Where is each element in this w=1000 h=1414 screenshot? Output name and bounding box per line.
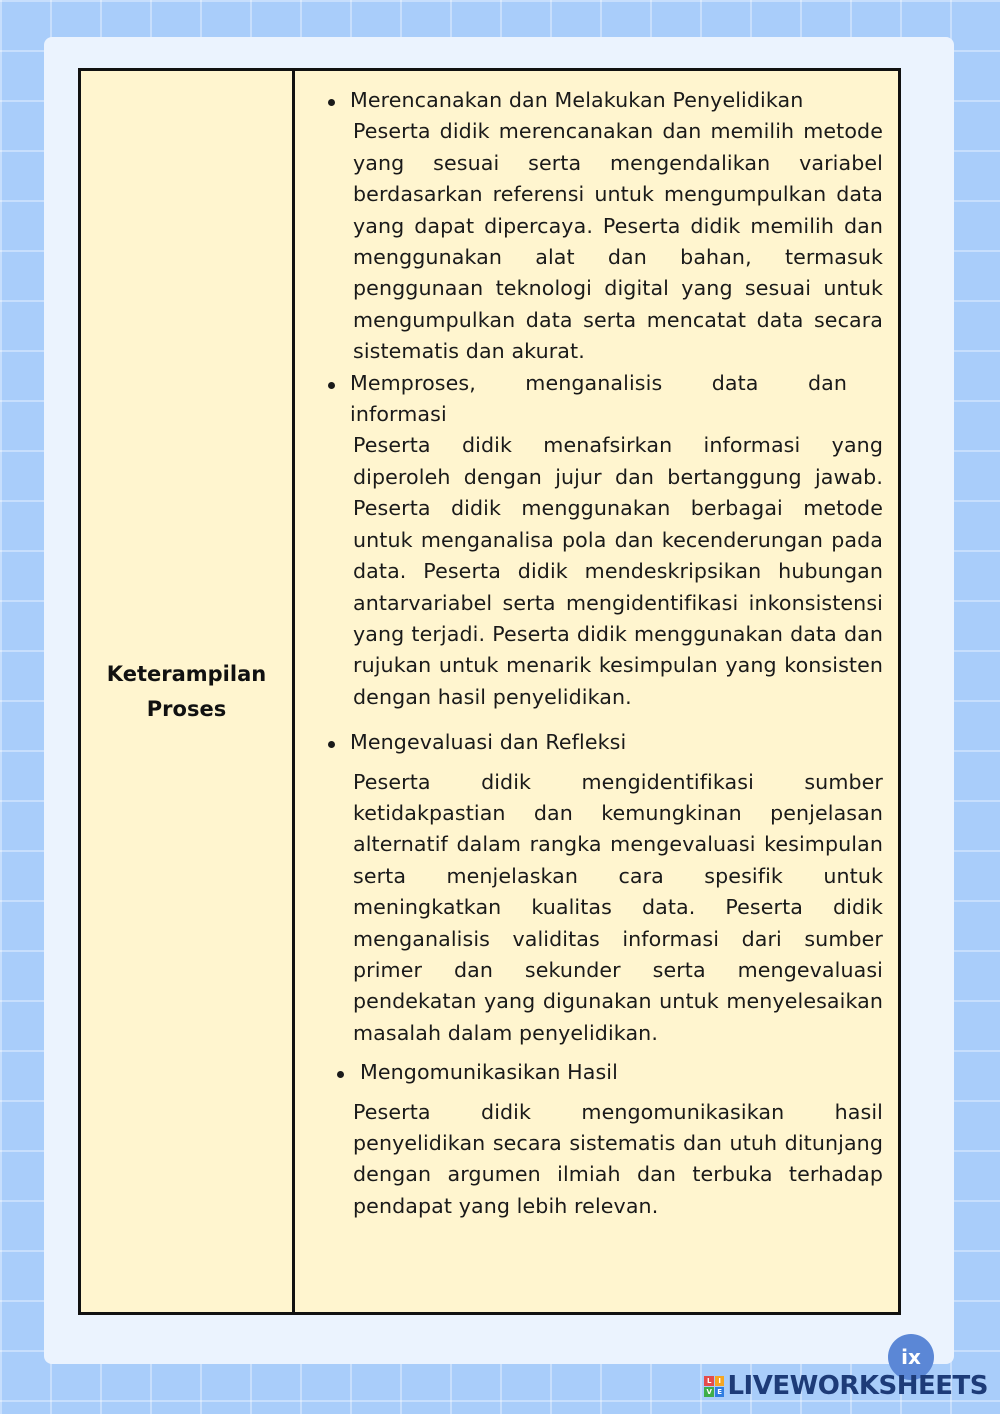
bullet-item — [295, 85, 883, 116]
bullet-icon — [337, 1071, 344, 1078]
description-cell — [295, 71, 898, 1312]
bullet-icon — [328, 382, 335, 389]
category-title — [87, 657, 287, 727]
category-title-line-2: Proses — [146, 696, 227, 721]
bullet-item — [295, 368, 883, 431]
section-heading: Mengevaluasi dan Refleksi — [350, 730, 627, 755]
section-communication — [295, 1057, 883, 1222]
section-body: Peserta didik mengomunikasikan hasil penyelidikan secara sistematis dan utuh ditunjang dengan argumen ilmiah dan terbuka terhadap pendapat yang lebih relevan. — [353, 1099, 883, 1218]
content-table — [78, 68, 901, 1315]
logo-mark-letter: E — [715, 1387, 725, 1397]
liveworksheets-logo[interactable] — [704, 1366, 988, 1406]
section-heading: Merencanakan dan Melakukan Penyelidikan — [350, 88, 804, 112]
bullet-icon — [328, 99, 335, 106]
section-body: Peserta didik merencanakan dan memilih metode yang sesuai serta mengendalikan variabel berdasarkan referensi untuk mengumpulkan data yang dapat dipercaya. Peserta didik memilih dan menggunakan alat dan bahan, termasuk penggunaan teknologi digital yang sesuai untuk mengumpulkan data serta mencatat data secara sistematis dan akurat. — [353, 119, 883, 364]
logo-mark-letter: I — [715, 1376, 725, 1386]
ix-badge-icon: ix — [888, 1334, 934, 1380]
logo-mark-icon — [704, 1376, 724, 1396]
section-evaluation — [295, 727, 883, 1049]
logo-text: LIVEWORKSHEETS — [727, 1371, 988, 1401]
logo-mark-letter: V — [704, 1387, 714, 1397]
logo-mark-letter: L — [704, 1376, 714, 1386]
bullet-icon — [328, 741, 335, 748]
bullet-item — [295, 1057, 883, 1088]
bullet-item — [295, 727, 883, 758]
section-processing — [295, 368, 883, 713]
section-planning — [295, 85, 883, 368]
category-cell — [81, 71, 295, 1312]
section-heading: Mengomunikasikan Hasil — [360, 1060, 618, 1085]
category-title-line-1: Keterampilan — [106, 661, 267, 686]
section-body: Peserta didik menafsirkan informasi yang diperoleh dengan jujur dan bertanggung jawab. Peserta didik menggunakan berbagai metode untuk menganalisa pola dan kecenderungan pada data. Peserta didik mendeskripsikan hubungan antarvariabel serta mengidentifikasi inkonsistensi yang terjadi. Peserta didik menggunakan data dan rujukan untuk menarik kesimpulan yang konsisten dengan hasil penyelidikan. — [353, 433, 883, 709]
section-heading-line-1: Memproses, menganalisis data dan — [350, 370, 847, 395]
section-body: Peserta didik mengidentifikasi sumber ketidakpastian dan kemungkinan penjelasan alternatif dalam rangka mengevaluasi kesimpulan serta menjelaskan cara spesifik untuk meningkatkan kualitas data. Peserta didik menganalisis validitas informasi dari sumber primer dan sekunder serta mengevaluasi pendekatan yang digunakan untuk menyelesaikan masalah dalam penyelidikan. — [353, 769, 883, 1045]
section-heading-line-2: informasi — [350, 402, 447, 427]
